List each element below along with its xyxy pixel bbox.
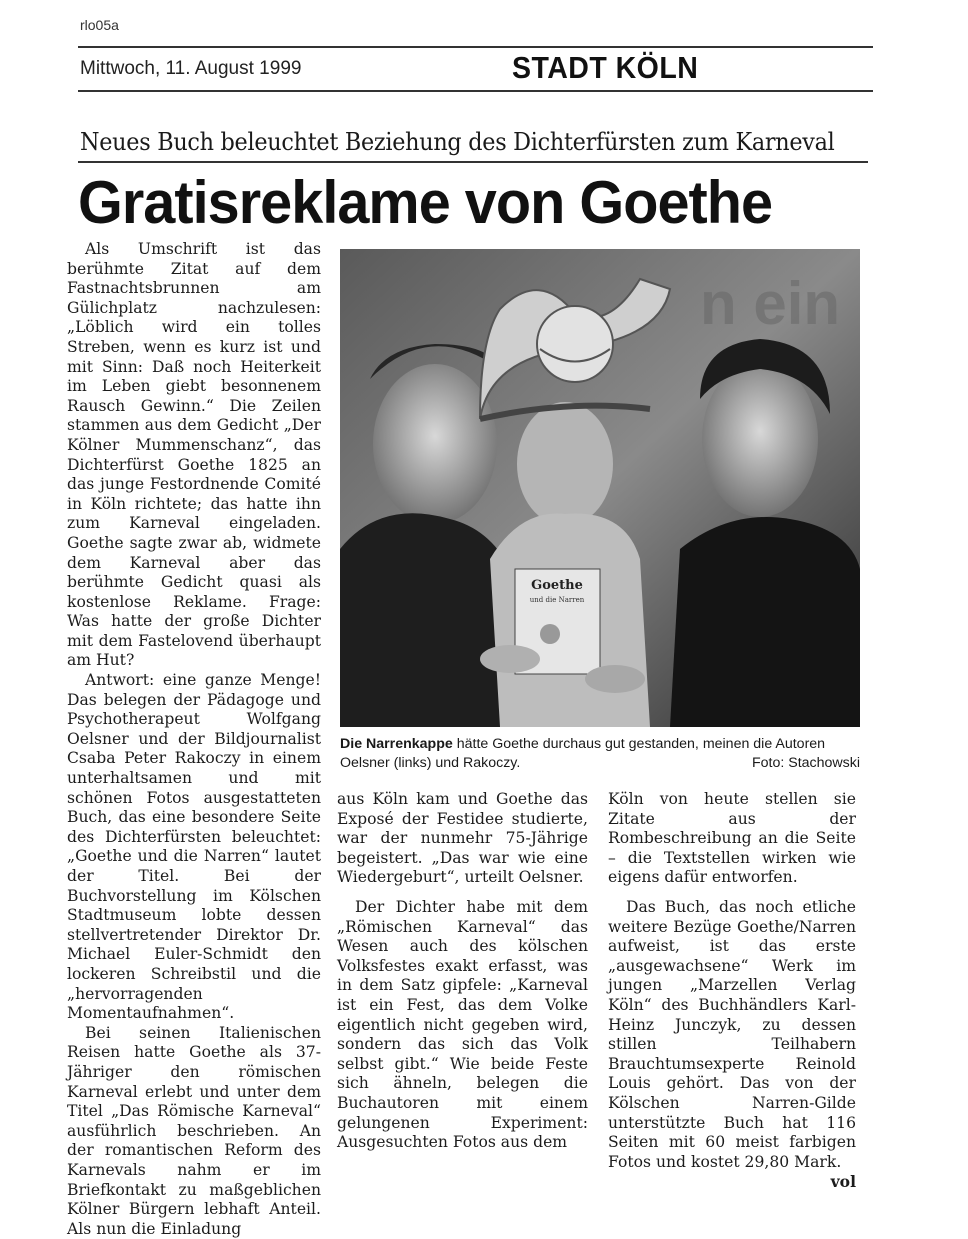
article-column-middle <box>337 790 588 1153</box>
paragraph: aus Köln kam und Goethe das Exposé der Festidee studierte, war der nunmehr 75-Jährige begeistert. „Das war wie eine Wiedergeburt“, urteilt Oelsner. <box>337 790 588 887</box>
photo-illustration <box>340 249 860 727</box>
article-kicker: Neues Buch beleuchtet Beziehung des Dichterfürsten zum Karneval <box>80 128 835 156</box>
svg-text:n ein: n ein <box>700 270 841 337</box>
article-photo <box>340 249 860 727</box>
kicker-rule <box>78 161 868 163</box>
article-column-right <box>608 790 856 1192</box>
article-headline: Gratisreklame von Goethe <box>78 169 773 236</box>
photo-caption <box>340 735 860 773</box>
book-subtitle: und die Narren <box>529 596 585 604</box>
paragraph: Als Umschrift ist das berühmte Zitat auf dem Fastnachtsbrunnen am Gülichplatz nachzulesen: „Löblich wird ein tolles Streben, wenn es kurz ist und mit Sinn: Daß noch Heiterkeit im Leben giebt besonnenem Rausch Gewinn.“ Die Zeilen stammen aus dem Gedicht „Der Kölner Mummenschanz“, das Dichterfürst Goethe 1825 an das junge Festordnende Comité in Köln richtete; das hatte ihn zum Karneval eingeladen. Goethe sagte zwar ab, widmete dem Karneval aber das berühmte Gedicht quasi als kostenlose Reklame. Frage: Was hatte der große Dichter mit dem Fastelovend überhaupt am Hut? <box>67 240 321 670</box>
dateline: Mittwoch, 11. August 1999 <box>80 58 302 79</box>
author-tag: vol <box>830 1172 856 1192</box>
paragraph: Köln von heute stellen sie Zitate aus der Rombeschreibung an die Seite – die Textstellen wirken wie eigens dafür entworfen. <box>608 790 856 887</box>
header-rule <box>78 90 873 92</box>
paragraph: Der Dichter habe mit dem „Römischen Karneval“ das Wesen auch des kölschen Volksfestes exakt erfasst, was in dem Satz gipfele: „Karneval ist ein Fest, das dem Volke eigentlich nicht gegeben wird, sondern das sich das Volk selbst gibt.“ Wie beide Feste sich ähneln, belegen die Buchautoren mit einem gelungenen Experiment: Ausgesuchten Fotos aus dem <box>337 897 588 1152</box>
caption-text: hätte Goethe durchaus gut gestanden, meinen die Autoren Oelsner (links) und Rakoczy. <box>340 736 826 771</box>
paragraph: Das Buch, das noch etliche weitere Bezüge Goethe/Narren aufweist, ist das erste „ausgewachsene“ Werk im jungen „Marzellen Verlag Köln“ des Buchhändlers Karl-Heinz Junczyk, zu dessen stillen Teilhabern Brauchtumsexperte Reinold Louis gehört. Das von der Kölschen Narren-Gilde unterstützte Buch hat 116 Seiten mit 60 meist farbigen Fotos und kostet 29,80 Mark. <box>608 897 856 1171</box>
section-title: STADT KÖLN <box>512 50 699 85</box>
article-column-left <box>67 240 321 1239</box>
document-ref-code: rlo05a <box>80 17 119 33</box>
caption-lead: Die Narrenkappe <box>340 736 453 752</box>
photo-credit: Foto: Stachowski <box>751 755 860 771</box>
paragraph: Bei seinen Italienischen Reisen hatte Goethe als 37-Jähriger den römischen Karneval erlebt und unter dem Titel „Das Römische Karneval“ ausführlich beschrieben. An der romantischen Reform des Karnevals nahm er im Briefkontakt zu maßgeblichen Kölner Bürgern lebhaft Anteil. Als nun die Einladung <box>67 1023 321 1238</box>
top-rule <box>78 46 873 48</box>
book-title: Goethe <box>531 578 583 593</box>
paragraph: Antwort: eine ganze Menge! Das belegen der Pädagoge und Psychotherapeut Wolfgang Oelsner und der Bildjournalist Csaba Peter Rakoczy in einem unterhaltsamen und mit schönen Fotos ausgestatteten Buch, das eine besondere Seite des Dichterfürsten beleuchtet: „Goethe und die Narren“ lautet der Titel. Bei der Buchvorstellung im Kölschen Stadtmuseum lobte dessen stellvertretender Direktor Dr. Michael Euler-Schmidt den lockeren Schreibstil und die „hervorragenden Momentaufnahmen“. <box>67 671 321 1023</box>
